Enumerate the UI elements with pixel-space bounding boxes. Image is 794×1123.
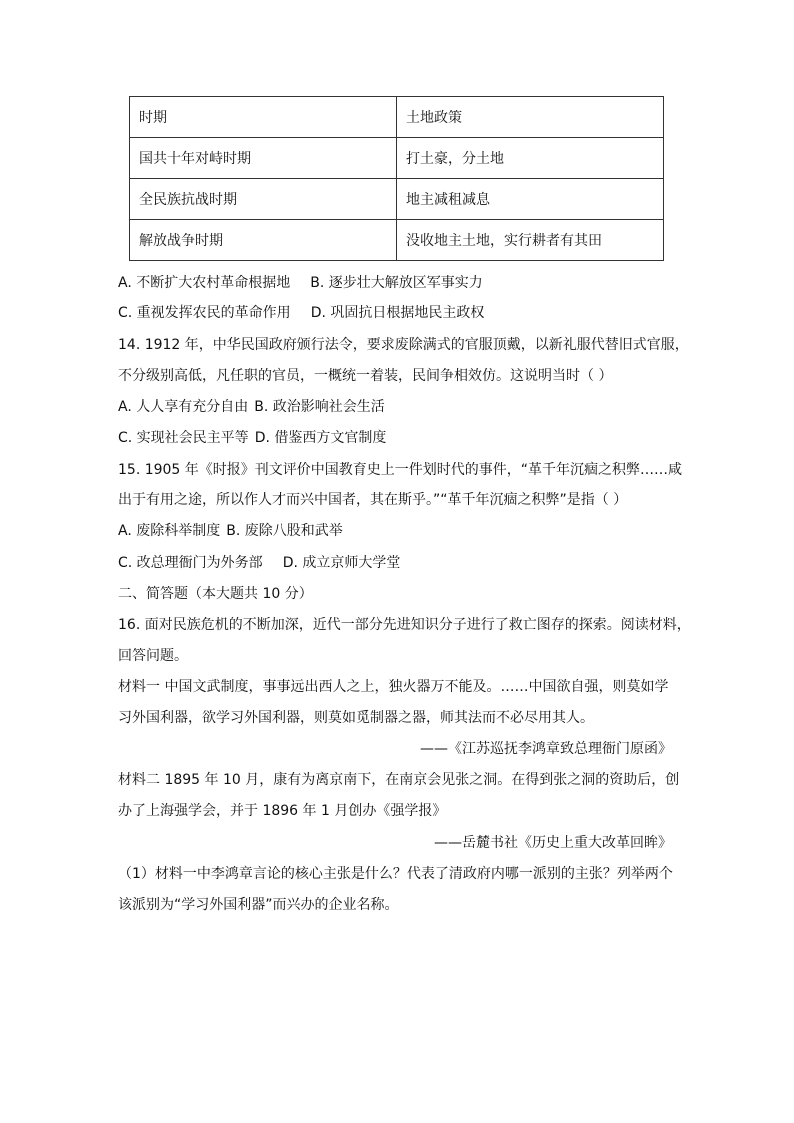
q16-sub1-line1: （1）材料一中李鸿章言论的核心主张是什么？代表了清政府内哪一派别的主张？列举两个 <box>118 866 673 882</box>
q16-stem-line2: 回答问题。 <box>118 648 188 664</box>
material1-source: ——《江苏巡抚李鸿章致总理衙门原函》 <box>420 741 672 757</box>
table-row <box>130 179 664 220</box>
q14-option-a: A. 人人享有充分自由 <box>118 399 249 415</box>
q16-stem-line1: 16. 面对民族危机的不断加深，近代一部分先进知识分子进行了救亡图存的探索。阅读材料， <box>118 617 691 633</box>
q14-option-d: D. 借鉴西方文官制度 <box>254 430 387 446</box>
q15-option-c: C. 改总理衙门为外务部 <box>118 555 263 571</box>
section-title: 二、简答题（本大题共 10 分） <box>118 586 313 602</box>
table-cell: 国共十年对峙时期 <box>130 138 397 179</box>
q13-options-cd <box>118 303 484 323</box>
material2-line1: 材料二 1895 年 10 月，康有为离京南下，在南京会见张之洞。在得到张之洞的资助后，创 <box>118 772 680 788</box>
q15-stem-line1: 15. 1905 年《时报》刊文评价中国教育史上一件划时代的事件，“革千年沉痼之积弊……咸 <box>118 462 683 478</box>
table-cell: 时期 <box>130 97 397 138</box>
q13-option-c: C. 重视发挥农民的革命作用 <box>118 305 291 321</box>
q15-options-cd <box>118 553 400 573</box>
table-cell: 解放战争时期 <box>130 220 397 261</box>
q13-option-d: D. 巩固抗日根据地民主政权 <box>310 305 485 321</box>
q14-stem-line1: 14. 1912 年，中华民国政府颁行法令，要求废除满式的官服顶戴，以新礼服代替旧式官服， <box>118 337 689 353</box>
material1-line1: 材料一 中国文武制度，事事远出西人之上，独火器万不能及。……中国欲自强，则莫如学 <box>118 679 669 695</box>
table-cell: 没收地主土地，实行耕者有其田 <box>397 220 664 261</box>
q15-option-d: D. 成立京师大学堂 <box>282 555 401 571</box>
table-header-row <box>130 97 664 138</box>
q14-options-ab <box>118 397 385 417</box>
table-row <box>130 138 664 179</box>
table-cell: 全民族抗战时期 <box>130 179 397 220</box>
q14-options-cd <box>118 428 386 448</box>
table-cell: 打土豪，分土地 <box>397 138 664 179</box>
q13-option-a: A. 不断扩大农村革命根据地 <box>118 275 291 291</box>
q14-option-b: B. 政治影响社会生活 <box>254 399 385 415</box>
table-row <box>130 220 664 261</box>
material1-line2: 习外国利器，欲学习外国利器，则莫如觅制器之器，师其法而不必尽用其人。 <box>118 710 594 726</box>
q14-option-c: C. 实现社会民主平等 <box>118 430 249 446</box>
q15-stem-line2: 出于有用之途，所以作人才而兴中国者，其在斯乎。”“革千年沉痼之积弊”是指（ ） <box>118 492 628 508</box>
q13-options-ab <box>118 273 483 293</box>
land-policy-table <box>129 96 664 261</box>
q16-sub1-line2: 该派别为“学习外国利器”而兴办的企业名称。 <box>118 897 399 913</box>
q15-option-a: A. 废除科举制度 <box>118 523 221 539</box>
q15-options-ab <box>118 521 343 541</box>
table-cell: 土地政策 <box>397 97 664 138</box>
q13-option-b: B. 逐步壮大解放区军事实力 <box>310 275 483 291</box>
q15-option-b: B. 废除八股和武举 <box>226 523 343 539</box>
material2-line2: 办了上海强学会，并于 1896 年 1 月创办《强学报》 <box>118 803 447 819</box>
table-cell: 地主减租减息 <box>397 179 664 220</box>
material2-source: ——岳麓书社《历史上重大改革回眸》 <box>434 835 672 851</box>
q14-stem-line2: 不分级别高低，凡任职的官员，一概统一着装，民间争相效仿。这说明当时（ ） <box>118 368 613 384</box>
